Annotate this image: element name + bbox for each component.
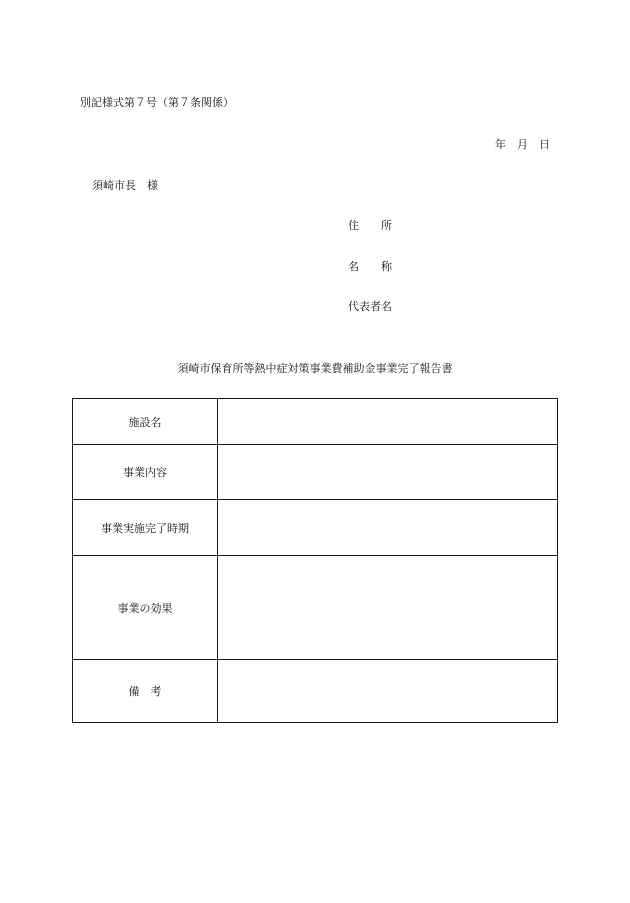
table-row	[73, 556, 558, 660]
remarks-label: 備 考	[73, 660, 218, 723]
completion-date-label: 事業実施完了時期	[73, 500, 218, 556]
address-label: 住 所	[348, 219, 392, 232]
project-content-field	[218, 445, 558, 500]
project-effect-label: 事業の効果	[73, 556, 218, 660]
project-effect-field	[218, 556, 558, 660]
table-row	[73, 445, 558, 500]
facility-name-label: 施設名	[73, 399, 218, 445]
table-row	[73, 399, 558, 445]
project-content-label: 事業内容	[73, 445, 218, 500]
form-number: 別記様式第７号（第７条関係）	[80, 96, 234, 109]
date-line: 年 月 日	[495, 138, 550, 151]
facility-name-field	[218, 399, 558, 445]
name-label: 名 称	[348, 260, 392, 273]
completion-date-field	[218, 500, 558, 556]
representative-label: 代表者名	[348, 300, 392, 313]
report-table	[72, 398, 558, 723]
table-row	[73, 660, 558, 723]
addressee: 須崎市長 様	[92, 179, 158, 192]
table-row	[73, 500, 558, 556]
document-title: 須崎市保育所等熱中症対策事業費補助金事業完了報告書	[177, 362, 453, 375]
remarks-field	[218, 660, 558, 723]
